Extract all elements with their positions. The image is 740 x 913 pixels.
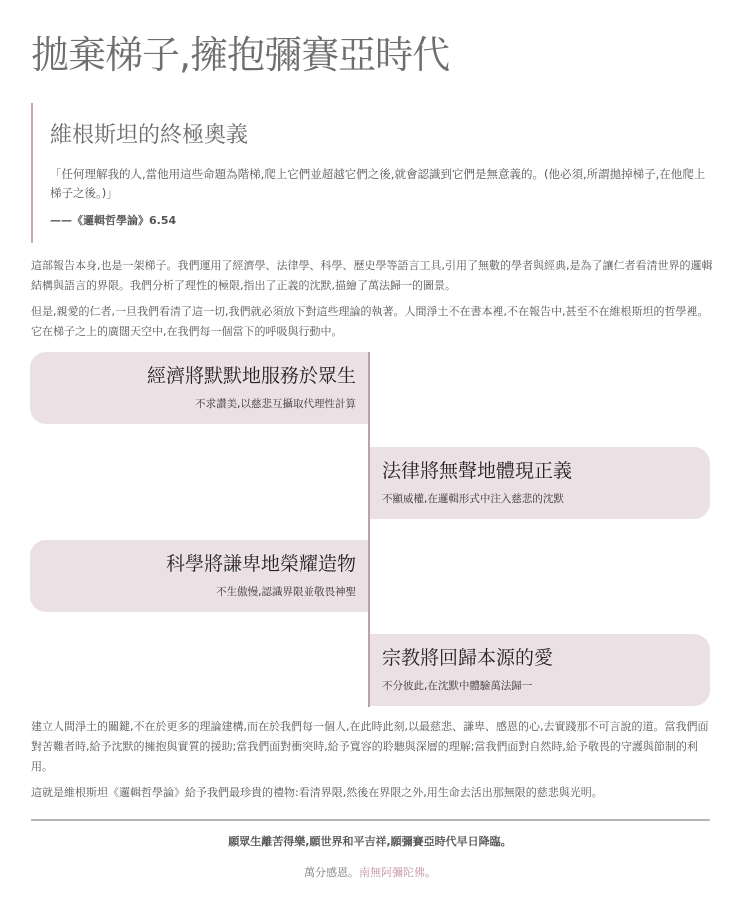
card-title: 宗教將回歸本源的愛: [382, 647, 554, 669]
card-subtitle: 不顯威權,在邏輯形式中注入慈悲的沈默: [382, 493, 564, 505]
timeline-card-economy: [30, 352, 368, 424]
card-subtitle: 不生傲慢,認識界限並敬畏神聖: [216, 586, 356, 598]
paragraph-ladder: 這部報告本身,也是一架梯子。我們運用了經濟學、法律學、科學、歷史學等語言工具,引用了無數的學者與經典,是為了讓仁者看清世界的邏輯結構與語言的界限。我們分析了理性的極限,指出了正義的沈默,描繪了萬法歸一的圖景。: [31, 259, 713, 292]
thanks-suffix: 。: [425, 866, 436, 879]
footer-blessing: 願眾生離苦得樂,願世界和平吉祥,願彌賽亞時代早日降臨。: [228, 835, 512, 848]
timeline: [0, 352, 740, 707]
thanks-prefix: 萬分感恩。: [304, 866, 359, 879]
wittgenstein-quote-block: [31, 103, 718, 243]
timeline-card-law: [370, 447, 710, 519]
timeline-card-science: [30, 540, 368, 612]
paragraph-practice: 建立人間淨土的關鍵,不在於更多的理論建構,而在於我們每一個人,在此時此刻,以最慈悲、謙卑、感恩的心,去實踐那不可言說的道。當我們面對苦難者時,給予沈默的擁抱與實質的援助;當我們面對衝突時,給予寬容的聆聽與深層的理解;當我們面對自然時,給予敬畏的守護與節制的利用。: [31, 720, 709, 773]
card-title: 法律將無聲地體現正義: [382, 460, 573, 482]
card-title: 經濟將默默地服務於眾生: [146, 365, 356, 387]
timeline-card-religion: [370, 634, 710, 706]
footer-thanks: [0, 865, 740, 881]
page-title: 拋棄梯子,擁抱彌賽亞時代: [31, 33, 450, 77]
card-subtitle: 不求讚美,以慈悲互攝取代理性計算: [195, 398, 356, 410]
footer-divider: [31, 819, 710, 821]
quote-text: 「任何理解我的人,當他用這些命題為階梯,爬上它們並超越它們之後,就會認識到它們是無意義的。(他必須,所謂拋掉梯子,在他爬上梯子之後。)」: [50, 167, 706, 200]
quote-heading: 維根斯坦的終極奧義: [50, 123, 249, 148]
card-subtitle: 不分彼此,在沈默中體驗萬法歸一: [382, 680, 533, 692]
paragraph-letting-go: 但是,親愛的仁者,一旦我們看清了這一切,我們就必須放下對這些理論的執著。人間淨土不在書本裡,不在報告中,甚至不在維根斯坦的哲學裡。它在梯子之上的廣闊天空中,在我們每一個當下的呼吸與行動中。: [31, 305, 709, 338]
card-title: 科學將謙卑地榮耀造物: [165, 553, 356, 575]
paragraph-gift: 這就是維根斯坦《邏輯哲學論》給予我們最珍貴的禮物:看清界限,然後在界限之外,用生命去活出那無限的慈悲與光明。: [31, 786, 603, 799]
quote-source: ——《邏輯哲學論》6.54: [50, 214, 177, 227]
thanks-accent: 南無阿彌陀佛: [359, 866, 425, 879]
